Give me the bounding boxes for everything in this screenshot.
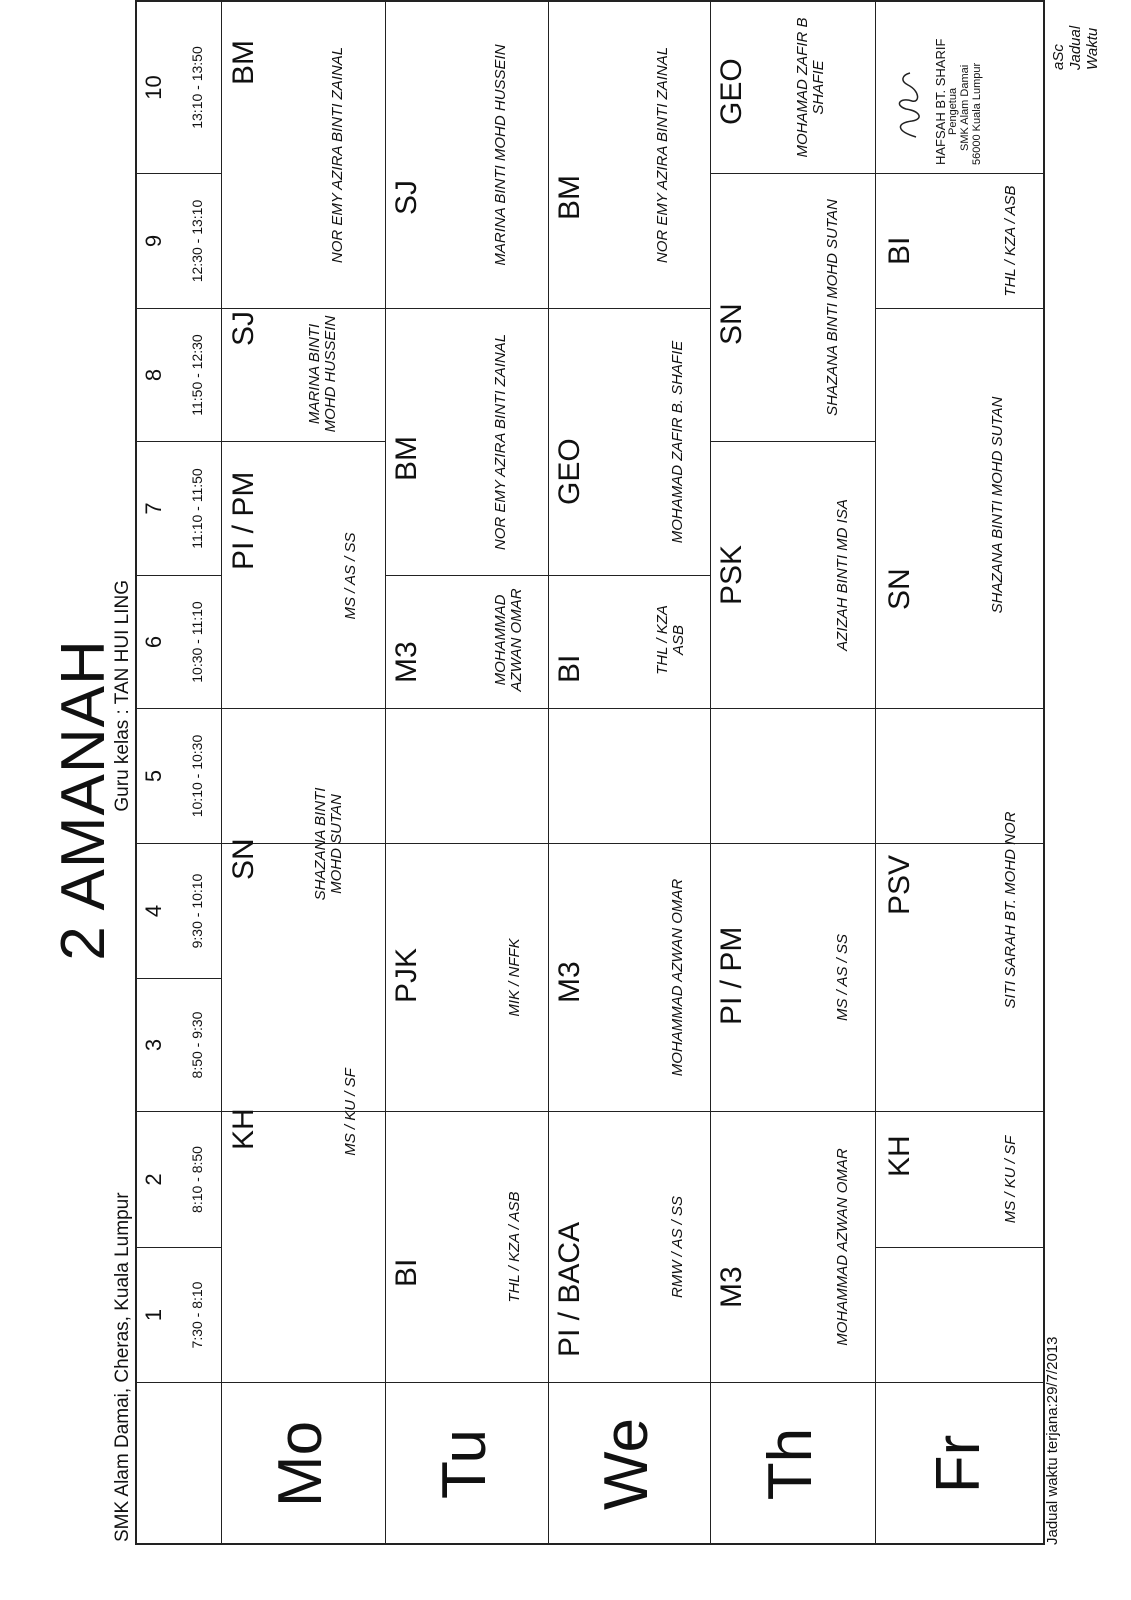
lesson-teacher: MIK / NFFK [506,938,523,1017]
day-label-tu: Tu [430,1428,499,1500]
row-separator-we [710,0,711,1545]
row-separator-mo [385,0,386,1545]
lesson-subject: SN [715,303,748,345]
period-time: 10:10 - 10:30 [189,734,205,818]
lesson-teacher: MS / AS / SS [342,532,359,620]
lesson-subject: PJK [390,947,423,1003]
cell-line [385,708,548,709]
period-header [141,844,205,978]
cell-line [221,708,385,709]
lesson-subject: GEO [715,58,748,125]
row-separator-th [875,0,876,1545]
lesson-teacher: MOHAMMAD AZWAN OMAR [834,1148,851,1346]
period-number: 4 [141,904,166,918]
lesson-teacher: SHAZANA BINTI MOHD SUTAN [824,199,841,416]
stamp-name: HAFSAH BT. SHARIF [933,38,948,165]
lesson-teacher: RMW / AS / SS [669,1196,686,1298]
lesson-teacher: THL / KZA / ASB [1002,185,1019,297]
lesson-teacher: MOHAMMAD AZWAN OMAR [492,588,525,692]
lesson-teacher: THL / KZA / ASB [506,1191,523,1303]
period-header [141,174,205,308]
signature-scribble [890,65,930,145]
lesson-subject: M3 [715,1266,748,1308]
lesson-subject: KH [883,1135,916,1177]
period-time: 11:50 - 12:30 [189,334,205,416]
cell-line [875,1111,1045,1112]
period-number: 7 [141,502,166,515]
lesson-teacher: MOHAMAD ZAFIR B. SHAFIE [669,340,686,544]
class-teacher-name: TAN HUI LING [112,580,133,705]
period-time: 7:30 - 8:10 [189,1281,205,1349]
period-number: 5 [141,769,166,783]
lesson-teacher: NOR EMY AZIRA BINTI ZAINAL [492,333,509,551]
period-number: 9 [141,234,166,248]
lesson-subject: SN [227,838,260,880]
cell-line [875,308,1045,309]
period-header [141,979,205,1111]
cell-line [875,1247,1045,1248]
cell-line [710,708,875,709]
lesson-teacher: MOHAMAD ZAFIR B SHAFIE [794,17,827,158]
lesson-subject: PSK [715,544,748,605]
lesson-subject: SJ [227,310,260,346]
lesson-subject: M3 [390,641,423,683]
class-teacher [112,580,134,812]
stamp-address: 56000 Kuala Lumpur [971,62,983,165]
lesson-subject: SN [883,568,916,610]
lesson-subject: SJ [390,179,423,215]
period-header [141,442,205,575]
day-label-th: Th [756,1427,825,1501]
lesson-subject: M3 [553,961,586,1003]
cell-line [385,575,548,576]
timetable-grid [135,0,1045,1545]
lesson-subject: GEO [553,438,586,505]
lesson-subject: PSV [883,854,916,915]
lesson-subject: PI / BACA [553,1221,586,1357]
lesson-subject: BM [227,40,260,85]
lesson-subject: BI [553,654,586,683]
lesson-subject: BI [390,1258,423,1287]
lesson-teacher: SHAZANA BINTI MOHD SUTAN [312,787,345,901]
lesson-teacher: MS / AS / SS [834,934,851,1021]
period-number: 10 [141,75,166,100]
cell-line [875,708,1045,709]
lesson-teacher: NOR EMY AZIRA BINTI ZAINAL [329,46,346,264]
period-header [141,309,205,441]
cell-line [385,843,548,844]
class-teacher-label: Guru kelas : [112,704,133,812]
lesson-teacher: SITI SARAH BT. MOHD NOR [1002,811,1019,1009]
lesson-subject: BM [390,436,423,481]
lesson-teacher: NOR EMY AZIRA BINTI ZAINAL [654,46,671,264]
software-credit: aSc Jadual Waktu [1050,25,1101,70]
cell-line [385,308,548,309]
signature [890,65,935,145]
lesson-teacher: SHAZANA BINTI MOHD SUTAN [989,396,1006,614]
cell-line [875,843,1045,844]
cell-line [548,708,710,709]
school-name: SMK Alam Damai, Cheras, Kuala Lumpur [112,1192,133,1542]
period-time: 12:30 - 13:10 [189,199,205,283]
period-time: 8:50 - 9:30 [189,1011,205,1079]
cell-line [548,575,710,576]
lesson-teacher: MS / KU / SF [1002,1135,1019,1224]
period-time: 13:10 - 13:50 [189,46,205,129]
period-time: 11:10 - 11:50 [189,468,205,549]
period-number: 6 [141,635,166,649]
cell-line [221,308,385,309]
period-header [141,709,205,843]
cell-line [875,173,1045,174]
grid-border-top [135,0,137,1545]
day-label-we: We [592,1418,661,1510]
stamp-role: Pengetua [947,87,959,135]
period-header [141,1248,205,1382]
lesson-teacher: MARINA BINTI MOHD HUSSEIN [492,44,509,266]
row-separator-tu [548,0,549,1545]
page-title: 2 AMANAH [49,639,118,961]
lesson-subject: PI / PM [227,471,260,570]
cell-line [710,173,875,174]
generated-date: Jadual waktu terjana:29/7/2013 [1044,1336,1061,1545]
lesson-subject: BM [553,175,586,220]
lesson-teacher: MS / KU / SF [342,1068,359,1156]
period-header [141,576,205,708]
cell-line [385,1111,548,1112]
lesson-teacher: MOHAMMAD AZWAN OMAR [669,878,686,1077]
lesson-teacher: THL / KZA ASB [654,605,687,675]
period-time: 10:30 - 11:10 [189,601,205,683]
header-separator [221,0,222,1545]
stamp-school: SMK Alam Damai [959,64,971,151]
period-header [141,2,205,173]
period-number: 2 [141,1173,166,1186]
grid-border-bottom [1043,0,1045,1545]
lesson-subject: BI [883,236,916,265]
lesson-subject: PI / PM [715,926,748,1025]
lesson-teacher: AZIZAH BINTI MD ISA [834,499,851,651]
lesson-teacher: MARINA BINTI MOHD HUSSEIN [306,315,339,433]
period-time: 8:10 - 8:50 [189,1146,205,1213]
period-header [141,1112,205,1247]
period-number: 3 [141,1038,166,1052]
period-number: 8 [141,368,166,382]
cell-line [221,441,385,442]
day-label-fr: Fr [924,1434,993,1494]
day-label-mo: Mo [266,1420,335,1508]
principal-stamp [935,5,983,165]
period-time: 9:30 - 10:10 [189,873,205,949]
period-number: 1 [141,1308,166,1322]
lesson-subject: KH [227,1108,260,1150]
grid-border-right [135,0,1045,2]
